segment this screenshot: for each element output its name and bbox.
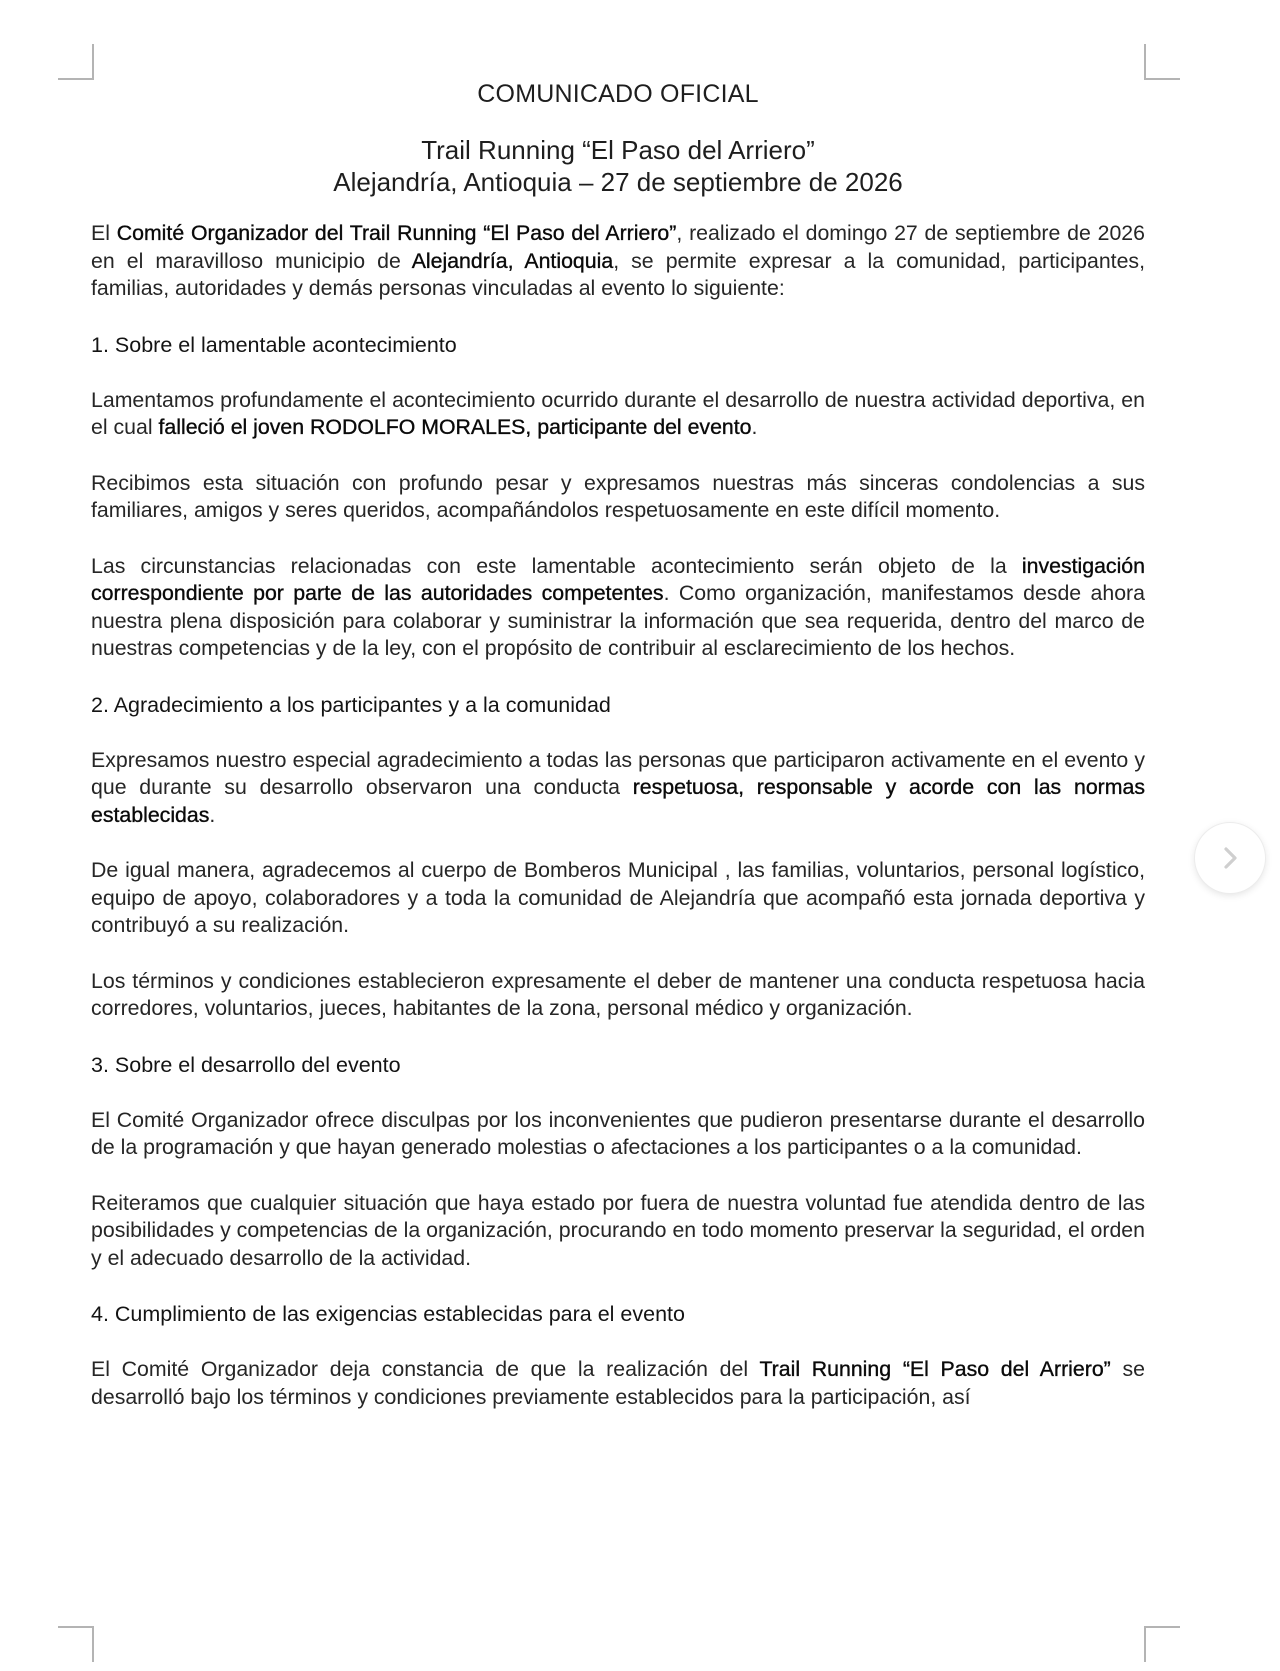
event-title: Trail Running “El Paso del Arriero” (421, 135, 815, 165)
page-corner-mark-bottom-left (58, 1626, 94, 1662)
section-2-paragraph-3: Los términos y condiciones establecieron expresamente el deber de mantener una conducta respetuosa hacia corredores, voluntarios, jueces, habitantes de la zona, personal médico y organización. (91, 968, 1145, 1020)
text-span: Las circunstancias relacionadas con este lamentable acontecimiento serán objeto de la (91, 553, 1022, 578)
bold-span: Comité Organizador del Trail Running “El Paso del Arriero” (116, 221, 677, 245)
text-span: , se permite expresar a la comunidad, participantes, familias, autoridades y demás personas vinculadas al evento lo siguiente: (91, 248, 1145, 300)
text-span: . (209, 802, 216, 827)
page-corner-mark-top-right (1144, 44, 1180, 80)
section-1-paragraph-2: Recibimos esta situación con profundo pesar y expresamos nuestras más sinceras condolencias a sus familiares, amigos y seres queridos, acompañándolos respetuosamente en este difícil momento. (91, 470, 1145, 522)
document-page (91, 78, 1145, 1411)
chevron-right-icon (1215, 843, 1245, 873)
section-heading-1: 1. Sobre el lamentable acontecimiento (91, 332, 457, 357)
document-heading: COMUNICADO OFICIAL (477, 80, 759, 108)
section-4-paragraph-1 (91, 1356, 1145, 1411)
bold-span: Trail Running “El Paso del Arriero” (759, 1357, 1111, 1381)
text-span: Lamentamos profundamente el acontecimiento ocurrido durante el desarrollo de nuestra actividad deportiva, en el cual (91, 387, 1145, 439)
section-3-paragraph-2: Reiteramos que cualquier situación que haya estado por fuera de nuestra voluntad fue atendida dentro de las posibilidades y competencias de la organización, procurando en todo momento preservar la seguridad, el orden y el adecuado desarrollo de la actividad. (91, 1190, 1145, 1270)
text-span: El (91, 221, 117, 245)
text-span: . Como organización, manifestamos desde ahora nuestra plena disposición para colaborar y suministrar la información que sea requerida, dentro del marco de nuestras competencias y de la ley, con el propósito de contribuir al esclarecimiento de los hechos. (91, 581, 1145, 660)
section-1-paragraph-3 (91, 553, 1145, 663)
next-page-button[interactable] (1195, 823, 1265, 893)
text-span: . (751, 415, 758, 439)
bold-span: falleció el joven RODOLFO MORALES, participante del evento (158, 415, 752, 439)
text-span: , realizado el domingo 27 de septiembre de 2026 en el maravilloso municipio de (91, 221, 1145, 273)
page-corner-mark-top-left (58, 44, 94, 80)
section-heading-4: 4. Cumplimiento de las exigencias establecidas para el evento (91, 1302, 685, 1326)
section-1-paragraph-1 (91, 387, 1145, 442)
section-3-paragraph-1: El Comité Organizador ofrece disculpas por los inconvenientes que pudieron presentarse durante el desarrollo de la programación y que hayan generado molestias o afectaciones a los participantes o a la comunidad. (91, 1107, 1145, 1159)
section-2-paragraph-1 (91, 747, 1145, 830)
intro-paragraph (91, 220, 1145, 303)
event-place-date: Alejandría, Antioquia – 27 de septiembre de 2026 (333, 167, 903, 197)
bold-span: respetuosa, responsable y acorde con las normas establecidas (91, 775, 1145, 827)
text-span: se desarrolló bajo los términos y condiciones previamente establecidos para la participación, así (91, 1357, 1145, 1409)
page-corner-mark-bottom-right (1144, 1626, 1180, 1662)
bold-span: investigación correspondiente por parte de las autoridades competentes (91, 553, 1145, 605)
section-heading-2: 2. Agradecimiento a los participantes y a la comunidad (91, 692, 611, 717)
section-2-paragraph-2: De igual manera, agradecemos al cuerpo de Bomberos Municipal , las familias, voluntarios, personal logístico, equipo de apoyo, colaboradores y a toda la comunidad de Alejandría que acompañó esta jornada deportiva y contribuyó a su realización. (91, 858, 1145, 937)
bold-span: Alejandría, Antioquia (411, 248, 614, 273)
text-span: Expresamos nuestro especial agradecimiento a todas las personas que participaron activamente en el evento y que durante su desarrollo observaron una conducta (91, 747, 1145, 799)
section-heading-3: 3. Sobre el desarrollo del evento (91, 1052, 401, 1077)
text-span: El Comité Organizador deja constancia de que la realización del (91, 1357, 760, 1381)
